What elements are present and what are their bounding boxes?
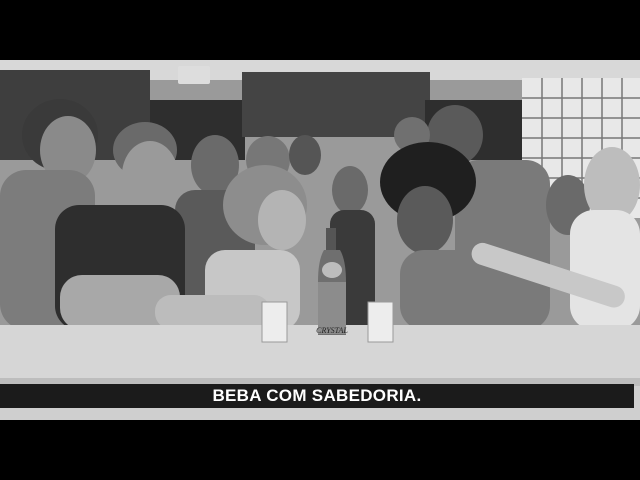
glass-left: [262, 302, 287, 342]
wall-lamp: [178, 66, 210, 84]
caption-bar: [0, 384, 634, 408]
video-frame: [0, 60, 640, 420]
caption-text: BEBA COM SABEDORIA.: [212, 386, 422, 405]
bottle-label: [312, 322, 352, 338]
letterbox-top: [0, 0, 640, 60]
letterbox-bottom: [0, 420, 640, 480]
glass-right: [368, 302, 393, 342]
bar-scene: [0, 60, 640, 420]
bottle-label-text: CRYSTAL: [316, 325, 348, 335]
